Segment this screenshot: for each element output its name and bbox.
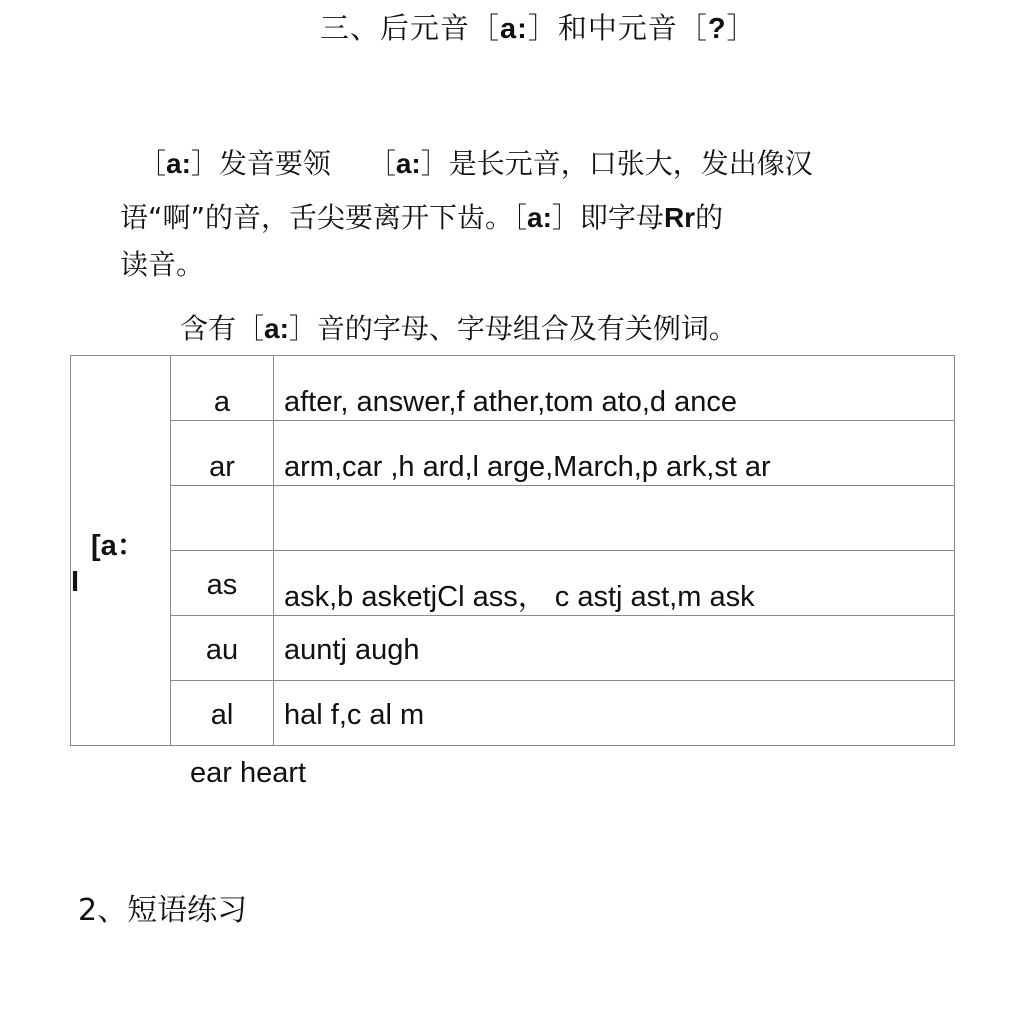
title-symbol-a: a: (500, 13, 528, 45)
letters-text: au (205, 634, 239, 666)
paragraph-line-3: 读音。 (120, 248, 205, 281)
phonetic-symbol: a: (166, 148, 191, 179)
text-fragment: ］是长元音，口张大，发出像汉 (420, 147, 813, 180)
title-symbol-schwa: ? (707, 13, 727, 45)
letters-cell (171, 486, 274, 551)
words-cell (274, 486, 955, 551)
phonetic-symbol: a: (264, 313, 289, 344)
letters-cell (171, 616, 274, 681)
table-caption (180, 307, 737, 347)
table-row (71, 681, 955, 746)
section-heading-2: 2、短语练习 (78, 893, 248, 928)
text-fragment: 含有［ (180, 312, 265, 345)
words-text: auntj augh (284, 634, 420, 666)
words-cell (274, 616, 955, 681)
letters-text: a (213, 386, 231, 418)
letters-text: as (206, 569, 238, 601)
text-fragment: ］发音要领 ［ (190, 147, 396, 180)
page-title (320, 6, 757, 47)
words-cell (274, 421, 955, 486)
letter-rr: Rr (663, 202, 696, 233)
words-text (284, 486, 954, 516)
head-symbol-tail: I (71, 566, 80, 598)
text-fragment: ］即字母 (551, 201, 664, 234)
words-text: hal f,c al m (284, 699, 425, 731)
letters-cell (171, 421, 274, 486)
words-text: after, answer,f ather,tom ato,d ance (284, 386, 737, 418)
title-suffix: ］ (726, 11, 757, 45)
letters-text: ar (209, 451, 235, 483)
letters-text (171, 486, 273, 516)
table-row (71, 356, 955, 421)
paragraph-line-2 (120, 193, 723, 243)
words-cell (274, 681, 955, 746)
words-cell (274, 551, 955, 616)
phonetic-head-cell (71, 356, 171, 746)
words-text: arm,car ,h ard,l arge,March,p ark,st ar (284, 451, 771, 483)
words-cell (274, 356, 955, 421)
letters-cell (171, 551, 274, 616)
letters-text: al (210, 699, 234, 731)
table-row (71, 551, 955, 616)
phonetic-symbol: a: (395, 148, 421, 179)
title-prefix: 三、后元音［ (320, 11, 501, 45)
table-row (71, 616, 955, 681)
table-row (71, 486, 955, 551)
title-mid: ］和中元音［ (527, 11, 708, 45)
head-symbol: [a： (91, 530, 146, 562)
letters-cell (171, 681, 274, 746)
text-fragment: ［ (138, 147, 167, 180)
phonetic-symbol: a: (527, 202, 552, 233)
letters-cell (171, 356, 274, 421)
text-fragment: ］音的字母、字母组合及有关例词。 (288, 312, 737, 345)
text-fragment: 语“啊”的音，舌尖要离开下齿。［ (120, 201, 528, 234)
text-fragment: 的 (695, 201, 724, 234)
example-words-table (70, 355, 955, 746)
extra-example-words: ear heart (190, 757, 307, 789)
table-row (71, 421, 955, 486)
words-text: ask,b asketjCl ass， c astj ast,m ask (284, 581, 755, 613)
paragraph-line-1 (138, 139, 813, 189)
